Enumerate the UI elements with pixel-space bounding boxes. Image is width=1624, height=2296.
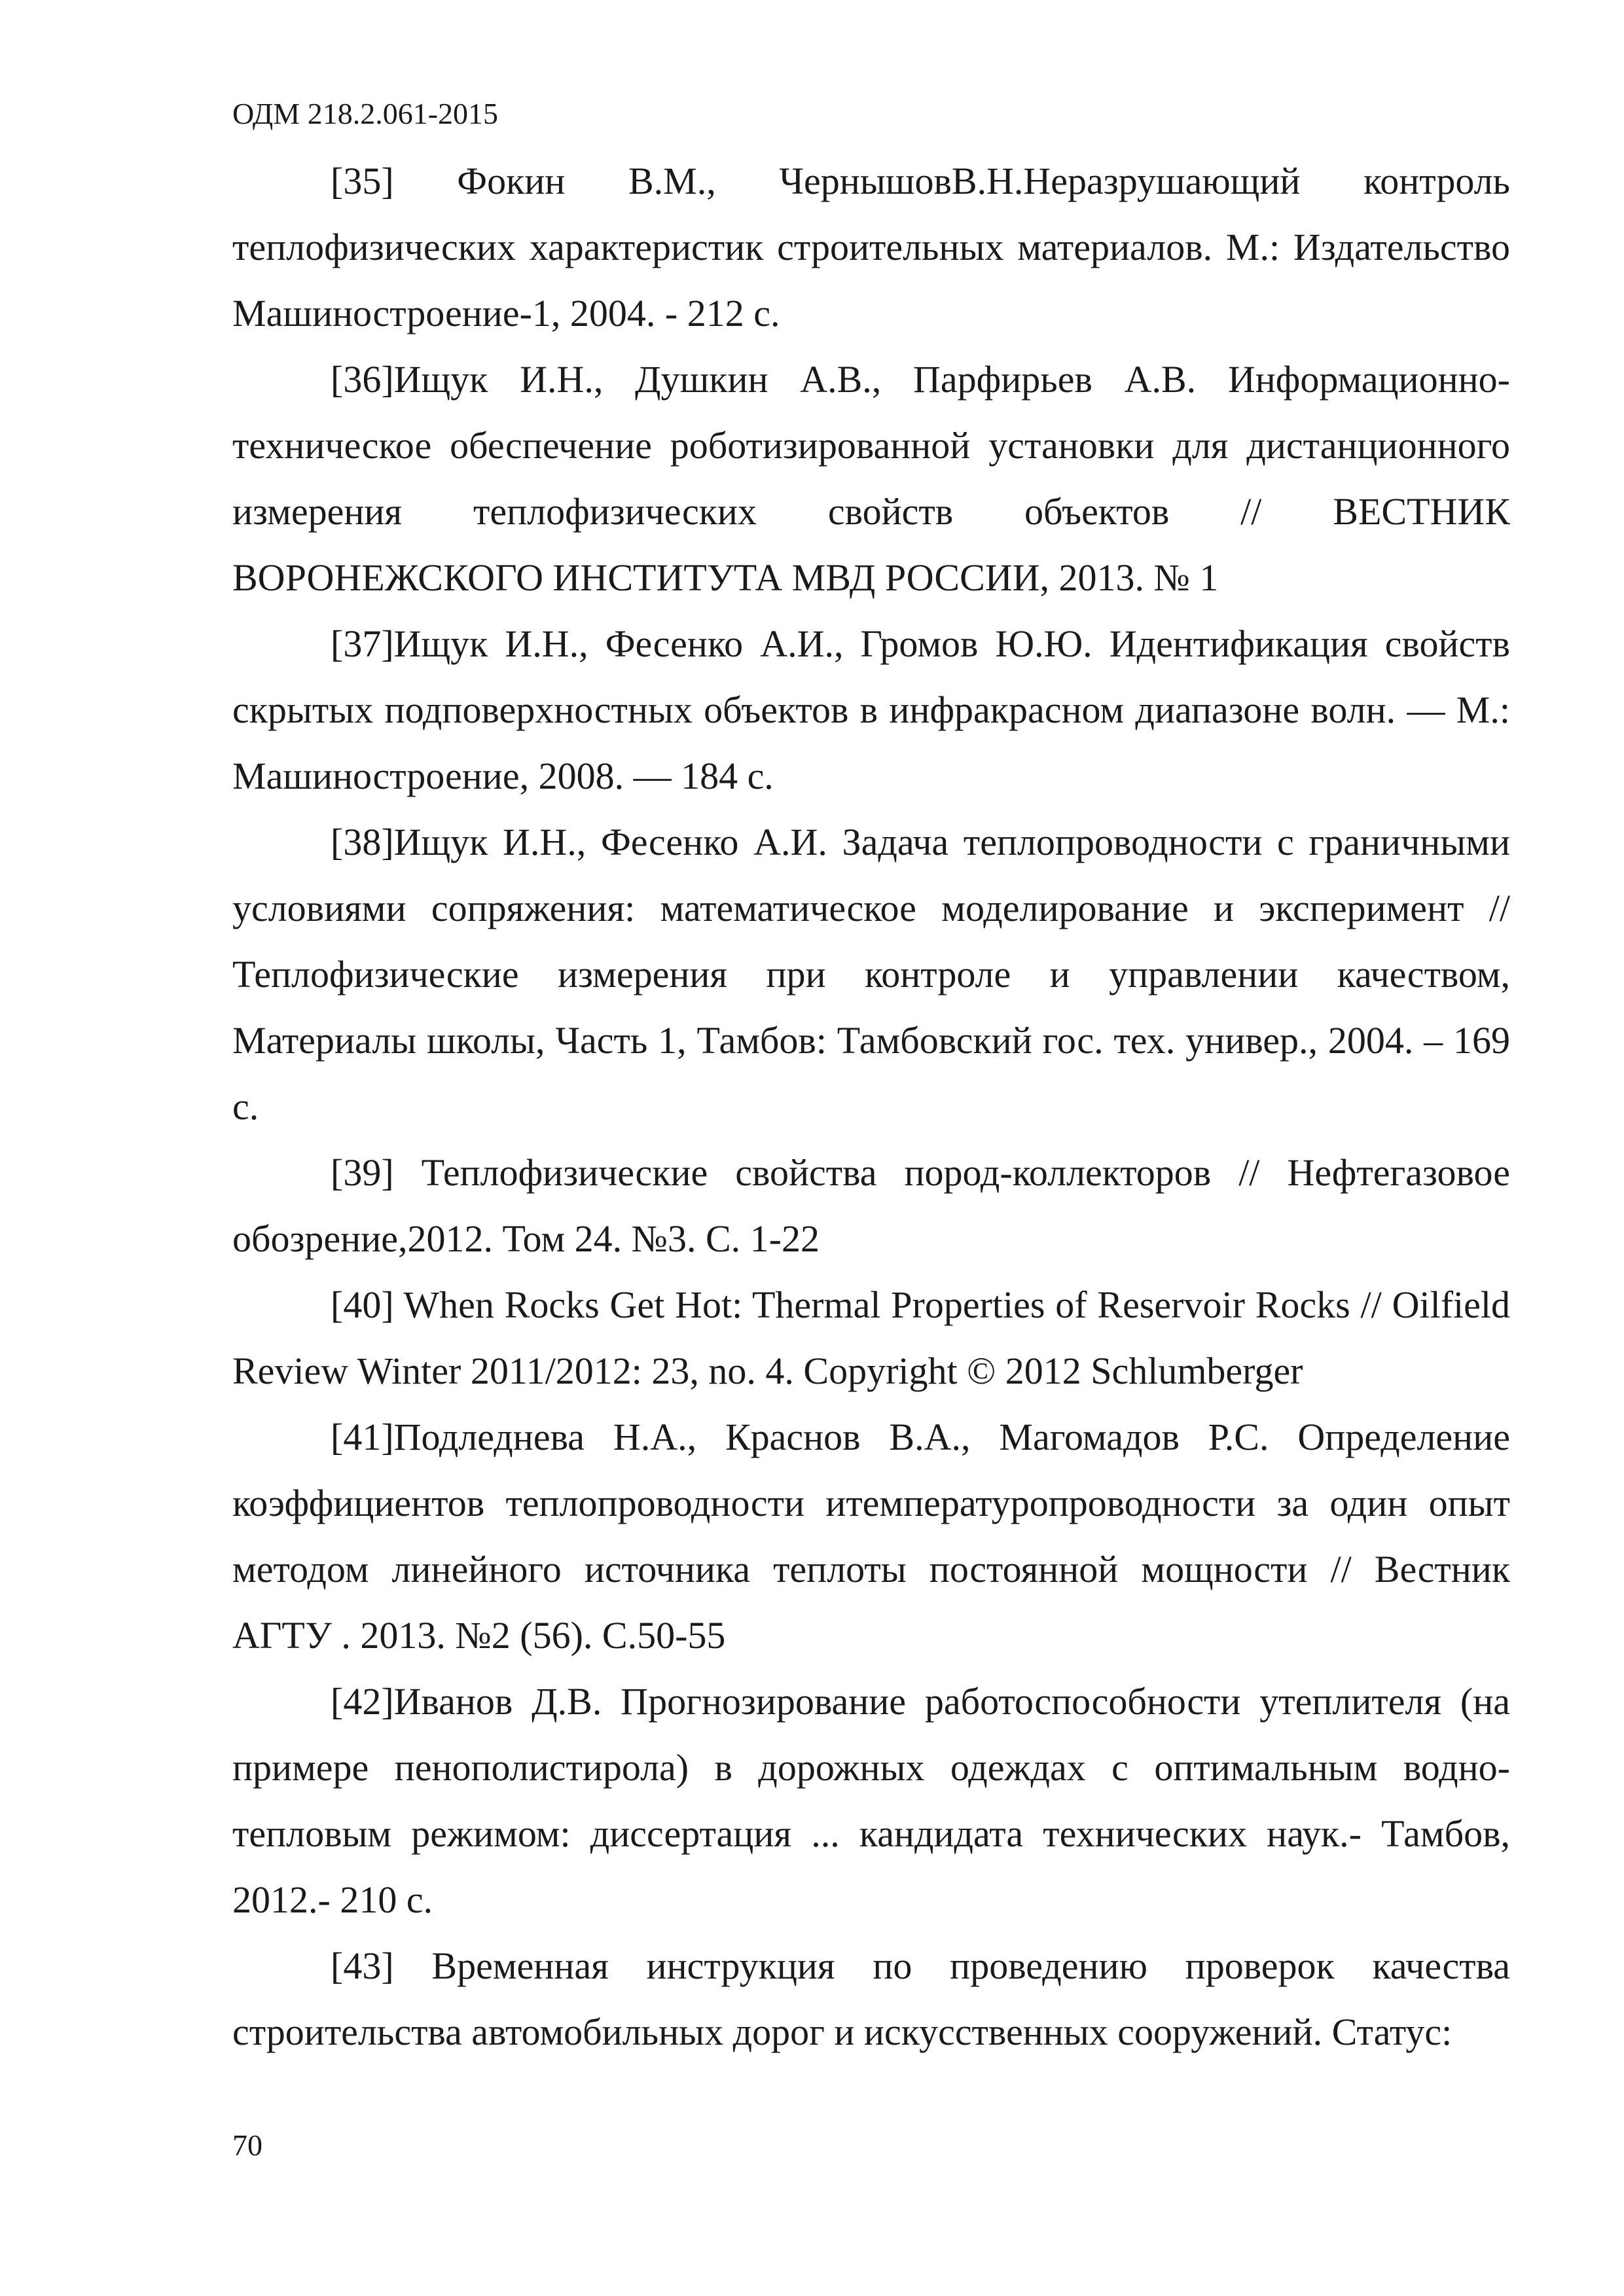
reference-item: [38]Ищук И.Н., Фесенко А.И. Задача теплопроводности с граничными условиями сопряжения: математическое моделирование и эксперимент // Теплофизические измерения при контроле и управлении качеством, Материалы школы, Часть 1, Тамбов: Тамбовский гос. тех. универ., 2004. – 169 с. (232, 821, 1510, 1128)
reference-item: [35] Фокин В.М., ЧернышовВ.Н.Неразрушающий контроль теплофизических характеристик строительных материалов. М.: Издательство Машиностроение-1, 2004. - 212 с. (232, 160, 1510, 334)
reference-item: [39] Теплофизические свойства пород-коллекторов // Нефтегазовое обозрение,2012. Том 24. №3. С. 1-22 (232, 1151, 1510, 1260)
reference-item: [41]Подледнева Н.А., Краснов В.А., Магомадов Р.С. Определение коэффициентов теплопроводности итемпературопроводности за один опыт методом линейного источника теплоты постоянной мощности // Вестник АГТУ . 2013. №2 (56). С.50-55 (232, 1416, 1510, 1657)
reference-list (232, 148, 1510, 2065)
reference-item: [37]Ищук И.Н., Фесенко А.И., Громов Ю.Ю. Идентификация свойств скрытых подповерхностных объектов в инфракрасном диапазоне волн. — М.: Машиностроение, 2008. — 184 с. (232, 622, 1510, 797)
page-number: 70 (232, 2128, 262, 2162)
reference-item: [43] Временная инструкция по проведению проверок качества строительства автомобильных дорог и искусственных сооружений. Статус: (232, 1945, 1510, 2053)
reference-item: [36]Ищук И.Н., Душкин А.В., Парфирьев А.В. Информационно-техническое обеспечение роботизированной установки для дистанционного измерения теплофизических свойств объектов // ВЕСТНИК ВОРОНЕЖСКОГО ИНСТИТУТА МВД РОССИИ, 2013. № 1 (232, 358, 1510, 599)
reference-item: [42]Иванов Д.В. Прогнозирование работоспособности утеплителя (на примере пенополистирола) в дорожных одеждах с оптимальным водно-тепловым режимом: диссертация ... кандидата технических наук.- Тамбов, 2012.- 210 с. (232, 1680, 1510, 1921)
document-code: ОДМ 218.2.061-2015 (232, 97, 499, 130)
reference-item: [40] When Rocks Get Hot: Thermal Properties of Reservoir Rocks // Oilfield Review Winter 2011/2012: 23, no. 4. Copyright © 2012 Schlumberger (232, 1283, 1510, 1392)
